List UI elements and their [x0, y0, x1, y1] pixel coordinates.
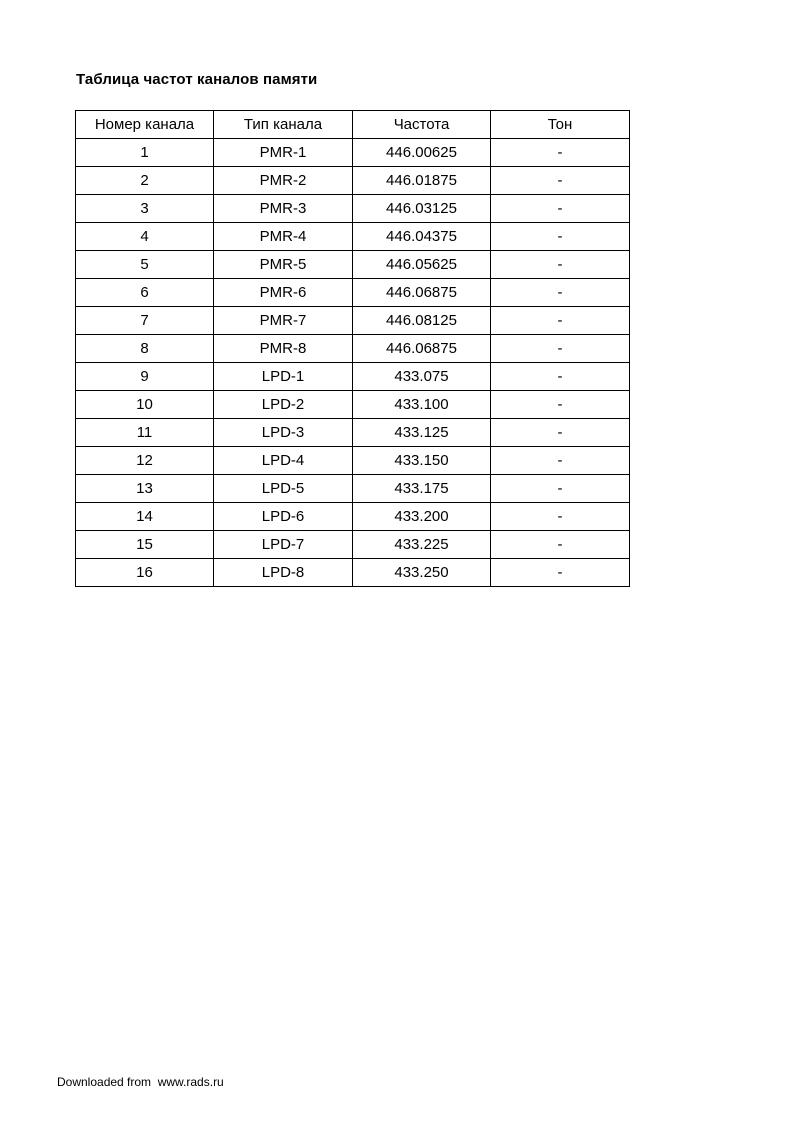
- cell-channel-type: LPD-8: [214, 559, 353, 587]
- cell-channel-number: 1: [76, 139, 214, 167]
- table-row: [76, 279, 630, 307]
- cell-channel-number: 16: [76, 559, 214, 587]
- cell-tone: -: [491, 363, 630, 391]
- cell-tone: -: [491, 447, 630, 475]
- cell-channel-type: PMR-4: [214, 223, 353, 251]
- cell-channel-number: 14: [76, 503, 214, 531]
- table-row: [76, 223, 630, 251]
- cell-tone: -: [491, 139, 630, 167]
- table-row: [76, 531, 630, 559]
- cell-tone: -: [491, 531, 630, 559]
- cell-frequency: 433.075: [353, 363, 491, 391]
- cell-channel-type: PMR-7: [214, 307, 353, 335]
- header-frequency: Частота: [353, 111, 491, 139]
- cell-frequency: 446.04375: [353, 223, 491, 251]
- cell-tone: -: [491, 419, 630, 447]
- cell-frequency: 446.05625: [353, 251, 491, 279]
- cell-channel-number: 15: [76, 531, 214, 559]
- footer-download-note: Downloaded from www.rads.ru: [57, 1075, 224, 1089]
- cell-channel-type: LPD-6: [214, 503, 353, 531]
- cell-channel-number: 6: [76, 279, 214, 307]
- cell-channel-type: PMR-1: [214, 139, 353, 167]
- cell-channel-number: 12: [76, 447, 214, 475]
- cell-tone: -: [491, 391, 630, 419]
- cell-tone: -: [491, 307, 630, 335]
- table-row: [76, 167, 630, 195]
- cell-tone: -: [491, 475, 630, 503]
- cell-tone: -: [491, 223, 630, 251]
- cell-frequency: 446.08125: [353, 307, 491, 335]
- table-header-row: [76, 111, 630, 139]
- cell-frequency: 446.06875: [353, 335, 491, 363]
- table-row: [76, 363, 630, 391]
- cell-channel-number: 7: [76, 307, 214, 335]
- cell-channel-type: PMR-3: [214, 195, 353, 223]
- table-row: [76, 307, 630, 335]
- header-tone: Тон: [491, 111, 630, 139]
- cell-channel-type: PMR-2: [214, 167, 353, 195]
- cell-channel-type: PMR-8: [214, 335, 353, 363]
- cell-frequency: 433.200: [353, 503, 491, 531]
- table-row: [76, 139, 630, 167]
- cell-frequency: 433.125: [353, 419, 491, 447]
- cell-channel-number: 3: [76, 195, 214, 223]
- table-row: [76, 195, 630, 223]
- cell-frequency: 433.100: [353, 391, 491, 419]
- cell-frequency: 433.175: [353, 475, 491, 503]
- cell-frequency: 433.225: [353, 531, 491, 559]
- cell-frequency: 446.06875: [353, 279, 491, 307]
- cell-channel-number: 9: [76, 363, 214, 391]
- channel-frequency-table: [75, 110, 630, 587]
- cell-channel-number: 8: [76, 335, 214, 363]
- cell-tone: -: [491, 251, 630, 279]
- cell-tone: -: [491, 559, 630, 587]
- cell-frequency: 446.01875: [353, 167, 491, 195]
- cell-channel-type: LPD-5: [214, 475, 353, 503]
- table-row: [76, 251, 630, 279]
- cell-frequency: 446.00625: [353, 139, 491, 167]
- table-row: [76, 503, 630, 531]
- table-body: [76, 139, 630, 587]
- cell-channel-type: PMR-6: [214, 279, 353, 307]
- page-title: Таблица частот каналов памяти: [76, 71, 318, 88]
- cell-channel-number: 4: [76, 223, 214, 251]
- cell-frequency: 446.03125: [353, 195, 491, 223]
- cell-frequency: 433.150: [353, 447, 491, 475]
- cell-channel-type: PMR-5: [214, 251, 353, 279]
- table-row: [76, 335, 630, 363]
- table-row: [76, 475, 630, 503]
- cell-channel-number: 2: [76, 167, 214, 195]
- cell-channel-type: LPD-1: [214, 363, 353, 391]
- cell-tone: -: [491, 167, 630, 195]
- table-row: [76, 419, 630, 447]
- cell-frequency: 433.250: [353, 559, 491, 587]
- cell-tone: -: [491, 279, 630, 307]
- cell-channel-type: LPD-7: [214, 531, 353, 559]
- header-channel-type: Тип канала: [214, 111, 353, 139]
- cell-channel-number: 5: [76, 251, 214, 279]
- cell-tone: -: [491, 503, 630, 531]
- cell-channel-type: LPD-3: [214, 419, 353, 447]
- cell-channel-number: 11: [76, 419, 214, 447]
- table-row: [76, 447, 630, 475]
- header-channel-number: Номер канала: [76, 111, 214, 139]
- cell-channel-number: 10: [76, 391, 214, 419]
- cell-channel-number: 13: [76, 475, 214, 503]
- cell-channel-type: LPD-2: [214, 391, 353, 419]
- table-row: [76, 559, 630, 587]
- cell-tone: -: [491, 195, 630, 223]
- cell-channel-type: LPD-4: [214, 447, 353, 475]
- cell-tone: -: [491, 335, 630, 363]
- table-row: [76, 391, 630, 419]
